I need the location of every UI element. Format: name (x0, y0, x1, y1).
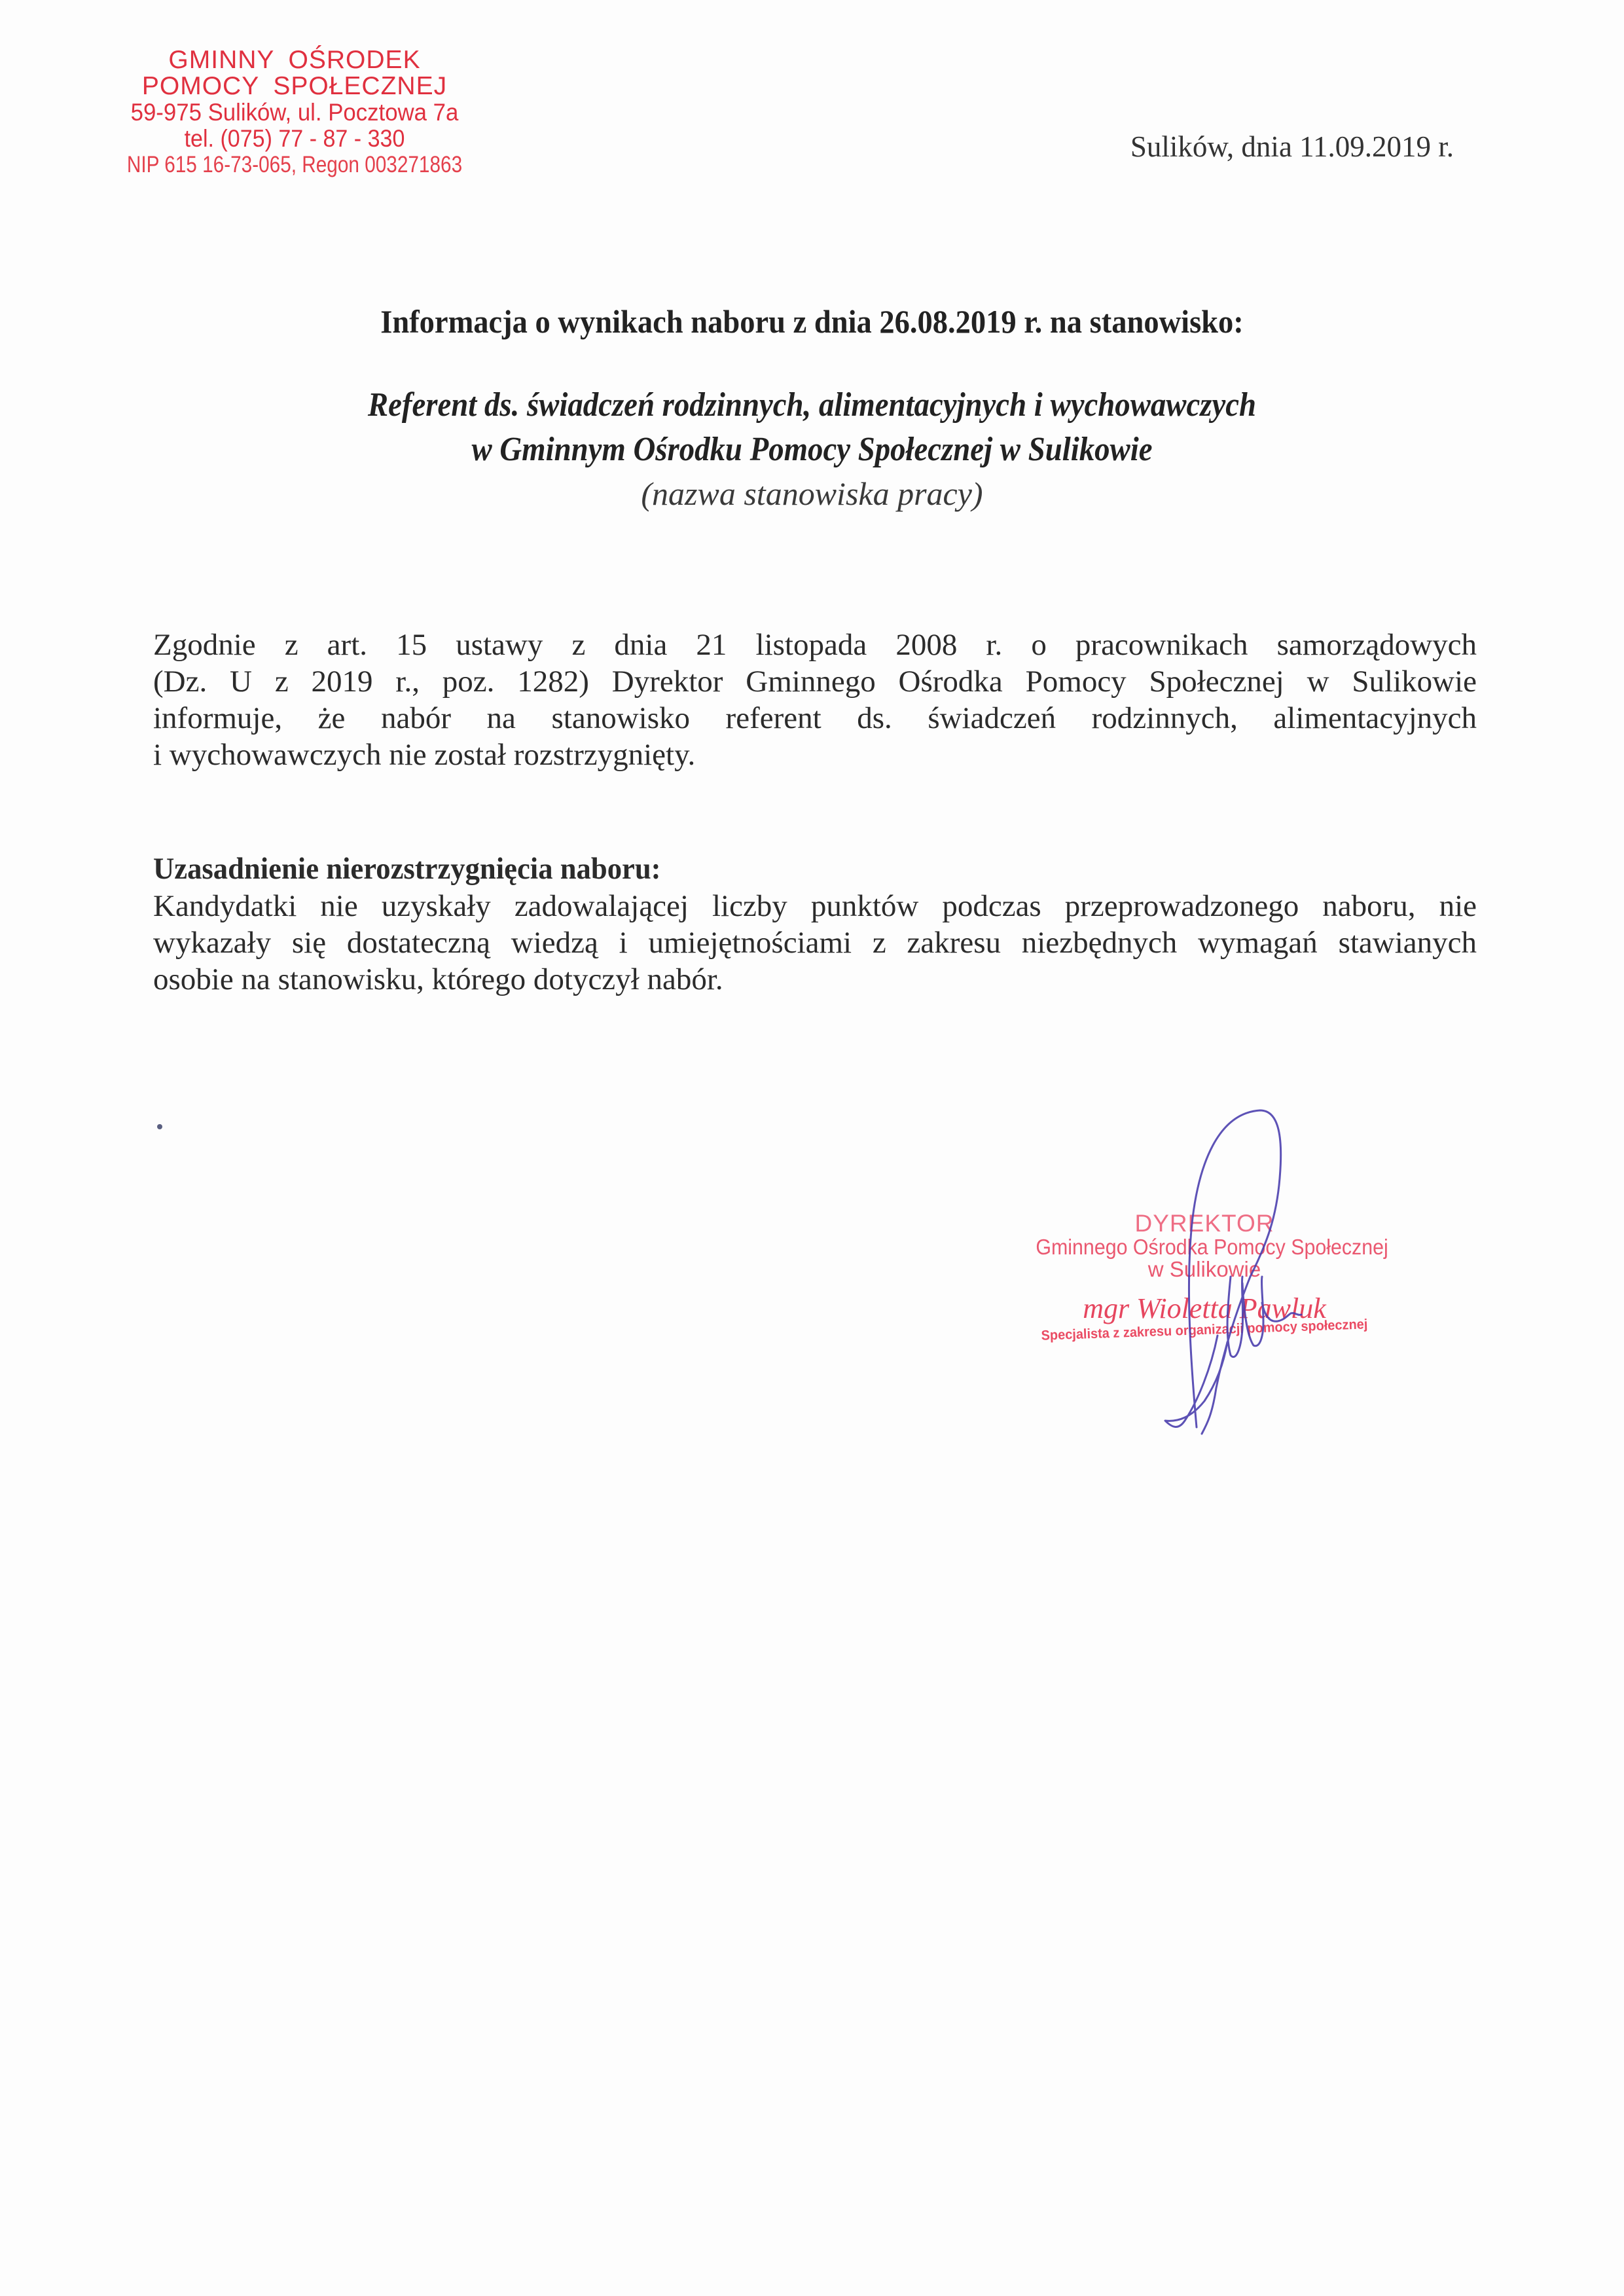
paragraph-line: osobie na stanowisku, którego dotyczył nabór. (153, 962, 723, 996)
paragraph-line: informuje, że nabór na stanowisko referent ds. świadczeń rodzinnych, alimentacyjnych (153, 701, 1477, 735)
paragraph-line: i wychowawczych nie został rozstrzygnięty. (153, 738, 696, 772)
stamp-line-nip-regon: NIP 615 16-73-065, Regon 003271863 (126, 152, 463, 177)
director-specialization: Specjalista z zakresu organizacji pomocy społecznej (1041, 1317, 1368, 1343)
reason-paragraph (153, 888, 1477, 998)
stamp-line-institution: GMINNY OŚRODEK (168, 46, 421, 74)
stamp-line-phone: tel. (075) 77 - 87 - 330 (184, 125, 405, 152)
reason-heading: Uzasadnienie nierozstrzygnięcia naboru: (153, 852, 661, 886)
director-stamp (1021, 1210, 1388, 1343)
legal-basis-paragraph (153, 627, 1477, 773)
place-date: Sulików, dnia 11.09.2019 r. (1130, 130, 1454, 163)
director-place: w Sulikowie (1147, 1257, 1261, 1281)
scan-artifact-dot (157, 1124, 162, 1129)
signature-stroke (1165, 1336, 1227, 1427)
paragraph-line: Zgodnie z art. 15 ustawy z dnia 21 listopada 2008 r. o pracownikach samorządowych (153, 628, 1477, 662)
stamp-line-institution-2: POMOCY SPOŁECZNEJ (141, 72, 448, 100)
institution-stamp (92, 47, 497, 178)
position-workplace: w Gminnym Ośrodku Pomocy Społecznej w Sulikowie (471, 431, 1153, 468)
stamp-line-address: 59-975 Sulików, ul. Pocztowa 7a (130, 99, 459, 126)
paragraph-line: (Dz. U z 2019 r., poz. 1282) Dyrektor Gminnego Ośrodka Pomocy Społecznej w Sulikowie (153, 665, 1477, 699)
paragraph-line: wykazały się dostateczną wiedzą i umiejętnościami z zakresu niezbędnych wymagań stawianych (153, 926, 1477, 960)
position-name: Referent ds. świadczeń rodzinnych, alimentacyjnych i wychowawczych (367, 386, 1257, 424)
director-name: mgr Wioletta Pawluk (1083, 1292, 1326, 1324)
director-organization: Gminnego Ośrodka Pomocy Społecznej (1036, 1235, 1388, 1259)
position-block (0, 383, 1624, 515)
paragraph-line: Kandydatki nie uzyskały zadowalającej liczby punktów podczas przeprowadzonego naboru, nie (153, 889, 1477, 923)
director-role: DYREKTOR (1134, 1210, 1274, 1237)
position-caption: (nazwa stanowiska pracy) (641, 475, 983, 512)
document-title: Informacja o wynikach naboru z dnia 26.08.2019 r. na stanowisko: (380, 303, 1244, 340)
